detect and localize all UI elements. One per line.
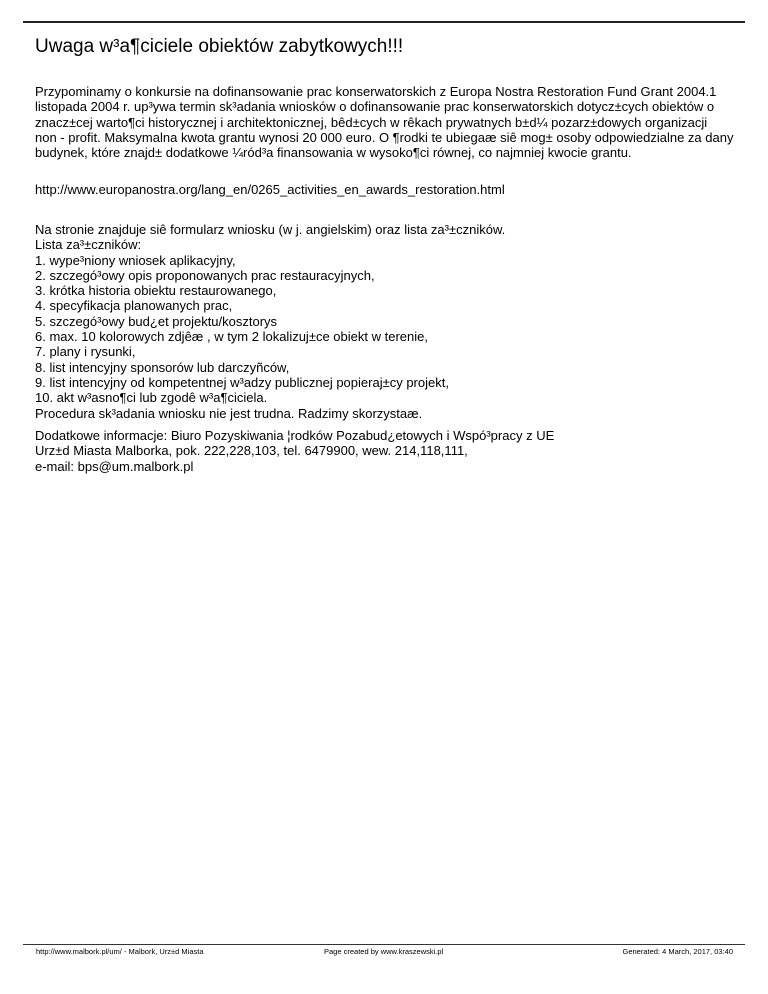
page-title: Uwaga w³a¶ciciele obiektów zabytkowych!!! [35, 36, 404, 57]
list-intro-line: Na stronie znajduje siê formularz wniosku (w j. angielskim) oraz lista za³±czników. [35, 222, 506, 237]
intro-line: Przypominamy o konkursie na dofinansowanie prac konserwatorskich z Europa Nostra Restoration Fund Grant 2004.1 [35, 84, 717, 99]
intro-line: non - profit. Maksymalna kwota grantu wynosi 20 000 euro. O ¶rodki te ubiegaæ siê mog± osoby odpowiedzialne za dany [35, 129, 734, 145]
intro-line: znacz±cej warto¶ci historycznej i architektonicznej, bêd±cych w rêkach prywatnych b±d¼ pozarz±dowych organizacji [35, 114, 708, 130]
footer-generated-date: Generated: 4 March, 2017, 03:40 [622, 947, 733, 956]
list-heading: Lista za³±czników: [35, 237, 142, 253]
list-item: 1. wype³niony wniosek aplikacyjny, [35, 252, 236, 268]
contact-info-paragraph [35, 428, 740, 474]
attachments-paragraph [35, 222, 740, 421]
list-item: 9. list intencyjny od kompetentnej w³adzy publicznej popieraj±cy projekt, [35, 374, 449, 390]
footer-source-url: http://www.malbork.pl/um/ - Malbork, Urz±d Miasta [36, 947, 204, 956]
list-item: 3. krótka historia obiektu restaurowanego, [35, 283, 277, 299]
list-item: 4. specyfikacja planowanych prac, [35, 298, 233, 314]
list-item: 8. list intencyjny sponsorów lub darczyñców, [35, 359, 290, 375]
list-item: 6. max. 10 kolorowych zdjêæ , w tym 2 lokalizuj±ce obiekt w terenie, [35, 329, 428, 345]
procedure-note: Procedura sk³adania wniosku nie jest trudna. Radzimy skorzystaæ. [35, 405, 423, 421]
top-divider [23, 21, 745, 23]
intro-line: listopada 2004 r. up³ywa termin sk³adania wniosków o dofinansowanie prac konserwatorskich dotycz±cych obiektów o [35, 99, 715, 115]
list-item: 7. plany i rysunki, [35, 344, 136, 360]
list-item: 5. szczegó³owy bud¿et projektu/kosztorys [35, 313, 278, 329]
contact-line: Urz±d Miasta Malborka, pok. 222,228,103, tel. 6479900, wew. 214,118,111, [35, 443, 468, 459]
contact-email: e-mail: bps@um.malbork.pl [35, 458, 194, 474]
footer-divider [23, 944, 745, 945]
europa-nostra-url: http://www.europanostra.org/lang_en/0265_activities_en_awards_restoration.html [35, 182, 505, 197]
europa-nostra-url-paragraph [35, 182, 740, 197]
contact-line: Dodatkowe informacje: Biuro Pozyskiwania ¦rodków Pozabud¿etowych i Wspó³pracy z UE [35, 428, 555, 443]
intro-paragraph [35, 84, 740, 160]
footer-credit: Page created by www.kraszewski.pl [324, 947, 444, 956]
list-item: 2. szczegó³owy opis proponowanych prac restauracyjnych, [35, 267, 375, 283]
intro-line: budynek, które znajd± dodatkowe ¼ród³a finansowania w wysoko¶ci równej, co najmniej kwocie grantu. [35, 145, 632, 161]
list-item: 10. akt w³asno¶ci lub zgodê w³a¶ciciela. [35, 390, 268, 406]
